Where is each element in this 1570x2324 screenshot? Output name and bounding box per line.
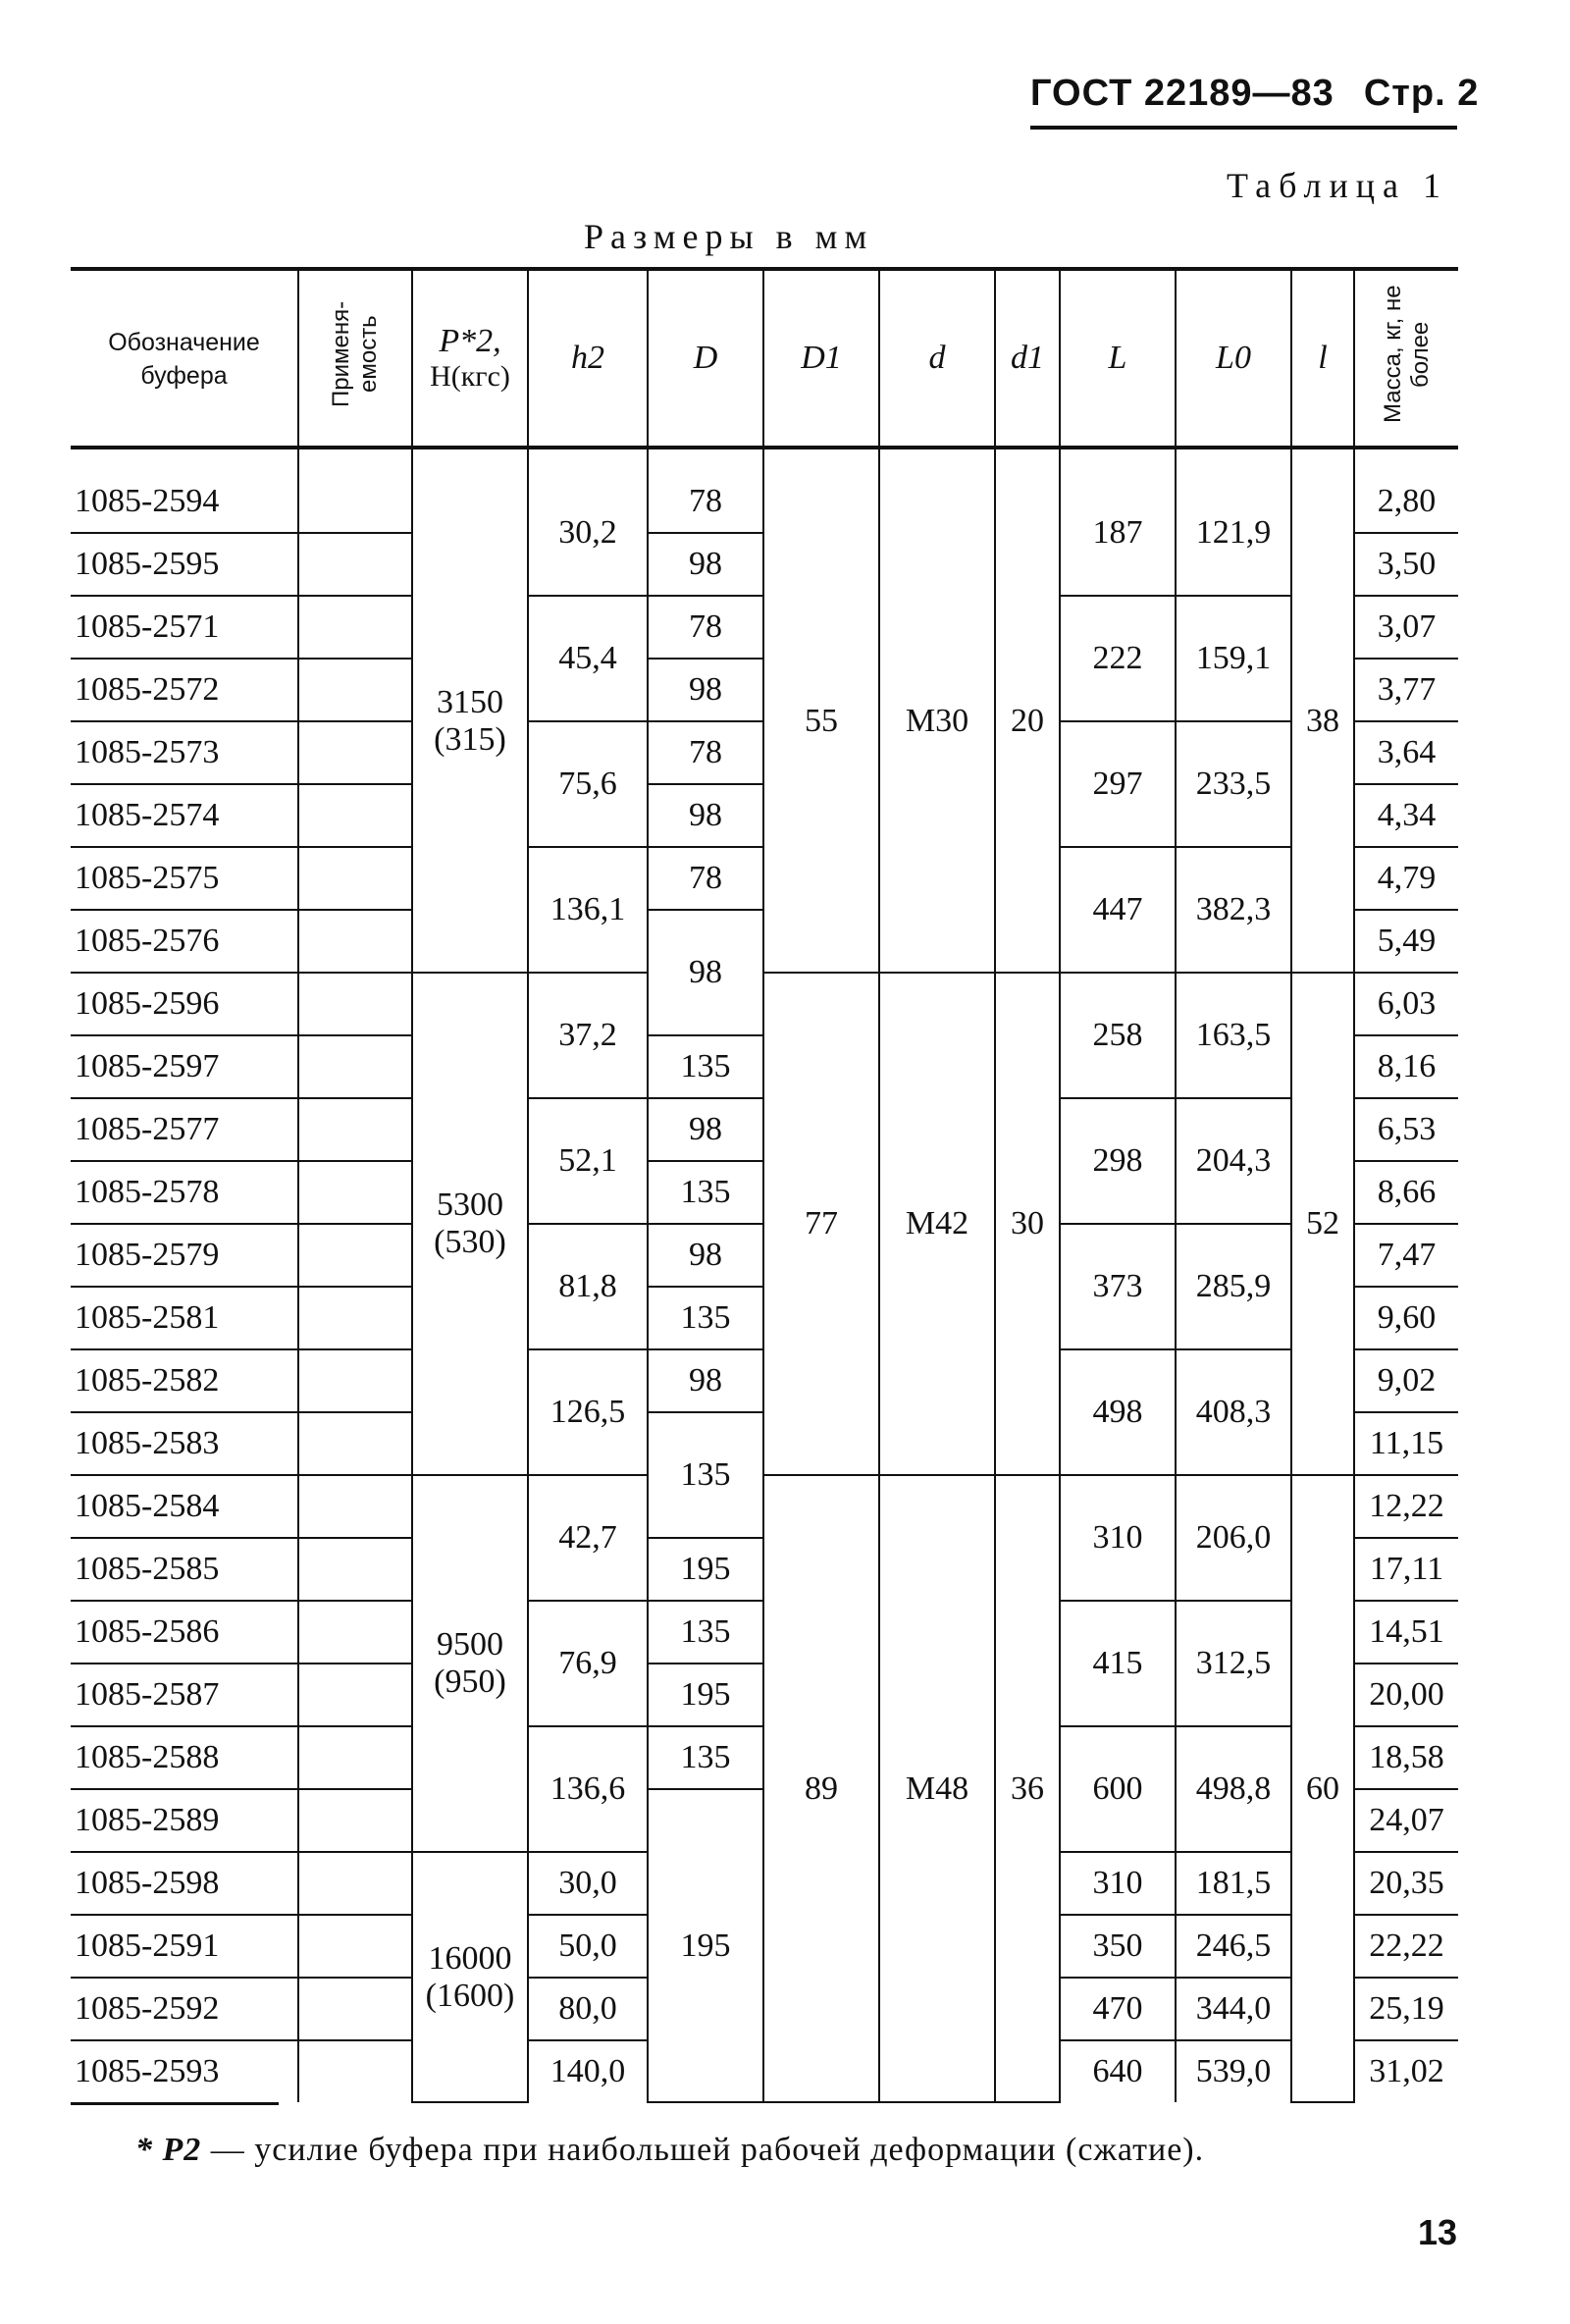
l-cell: 60 xyxy=(1291,1475,1354,2102)
designation-cell: 1085-2593 xyxy=(75,2053,220,2089)
D-cell: 98 xyxy=(648,1098,763,1161)
mass-cell: 20,00 xyxy=(1354,1664,1458,1726)
applicability-cell xyxy=(298,1601,412,1664)
L0-cell: 204,3 xyxy=(1176,1098,1291,1224)
designation-cell: 1085-2579 xyxy=(71,1224,298,1287)
D-cell: 98 xyxy=(648,1349,763,1412)
mass-cell: 18,58 xyxy=(1354,1726,1458,1789)
footnote-rule xyxy=(71,2102,279,2105)
p2-cell: 16000 (1600) xyxy=(412,1852,528,2102)
h2-cell: 81,8 xyxy=(528,1224,648,1349)
mass-cell: 6,03 xyxy=(1354,973,1458,1035)
mass-cell: 3,77 xyxy=(1354,659,1458,721)
mass-cell: 24,07 xyxy=(1354,1789,1458,1852)
L-cell: 350 xyxy=(1060,1915,1176,1978)
col-designation: Обозначение буфера xyxy=(71,269,298,448)
col-L: L xyxy=(1060,269,1176,448)
h2-cell: 30,0 xyxy=(528,1852,648,1915)
L0-cell: 312,5 xyxy=(1176,1601,1291,1726)
L0-cell: 233,5 xyxy=(1176,721,1291,847)
L-cell: 298 xyxy=(1060,1098,1176,1224)
L-cell: 498 xyxy=(1060,1349,1176,1475)
designation-cell: 1085-2573 xyxy=(71,721,298,784)
applicability-cell xyxy=(298,1349,412,1412)
applicability-cell xyxy=(298,596,412,659)
D-cell: 98 xyxy=(648,659,763,721)
applicability-cell xyxy=(298,659,412,721)
applicability-cell xyxy=(298,448,412,533)
col-d1: d1 xyxy=(995,269,1060,448)
h2-cell: 42,7 xyxy=(528,1475,648,1601)
table-header-row xyxy=(71,269,1458,448)
L-cell: 600 xyxy=(1060,1726,1176,1852)
mass-cell: 12,22 xyxy=(1354,1475,1458,1538)
col-applicability: Применя-емость xyxy=(298,269,412,448)
L-cell: 297 xyxy=(1060,721,1176,847)
l-cell: 38 xyxy=(1291,448,1354,973)
h2-cell: 136,6 xyxy=(528,1726,648,1852)
mass-cell: 22,22 xyxy=(1354,1915,1458,1978)
designation-cell: 1085-2591 xyxy=(71,1915,298,1978)
col-mass: Масса, кг, не более xyxy=(1354,269,1458,448)
designation-cell: 1085-2585 xyxy=(71,1538,298,1601)
p2-cell: 3150 (315) xyxy=(412,448,528,973)
designation-cell: 1085-2595 xyxy=(71,533,298,596)
designation-cell: 1085-2584 xyxy=(71,1475,298,1538)
D-cell: 98 xyxy=(648,910,763,1035)
applicability-cell xyxy=(298,1224,412,1287)
applicability-cell xyxy=(298,1035,412,1098)
applicability-cell xyxy=(298,1538,412,1601)
applicability-cell xyxy=(298,1664,412,1726)
L0-cell: 163,5 xyxy=(1176,973,1291,1098)
L0-cell: 121,9 xyxy=(1176,448,1291,596)
applicability-cell xyxy=(298,1098,412,1161)
mass-cell: 6,53 xyxy=(1354,1098,1458,1161)
h2-cell: 75,6 xyxy=(528,721,648,847)
L-cell: 447 xyxy=(1060,847,1176,973)
D-cell: 135 xyxy=(648,1035,763,1098)
applicability-cell xyxy=(298,910,412,973)
mass-cell: 4,34 xyxy=(1354,784,1458,847)
designation-cell: 1085-2597 xyxy=(71,1035,298,1098)
applicability-cell xyxy=(298,1287,412,1349)
L-cell: 415 xyxy=(1060,1601,1176,1726)
applicability-cell xyxy=(298,847,412,910)
D-cell: 135 xyxy=(648,1161,763,1224)
mass-cell: 11,15 xyxy=(1354,1412,1458,1475)
L0-cell: 498,8 xyxy=(1176,1726,1291,1852)
L-cell: 222 xyxy=(1060,596,1176,721)
page-label: Стр. 2 xyxy=(1363,73,1480,114)
D-cell: 135 xyxy=(648,1412,763,1538)
h2-cell: 50,0 xyxy=(528,1915,648,1978)
designation-cell: 1085-2575 xyxy=(71,847,298,910)
designation-cell: 1085-2588 xyxy=(71,1726,298,1789)
mass-cell: 25,19 xyxy=(1354,1978,1458,2040)
h2-cell: 76,9 xyxy=(528,1601,648,1726)
applicability-cell xyxy=(298,721,412,784)
applicability-cell xyxy=(298,1412,412,1475)
D-cell: 135 xyxy=(648,1601,763,1664)
designation-cell: 1085-2587 xyxy=(71,1664,298,1726)
L-cell: 258 xyxy=(1060,973,1176,1098)
mass-cell: 5,49 xyxy=(1354,910,1458,973)
D-cell: 98 xyxy=(648,1224,763,1287)
applicability-cell xyxy=(298,973,412,1035)
L0-cell: 206,0 xyxy=(1176,1475,1291,1601)
d-cell: M48 xyxy=(879,1475,995,2102)
designation-cell: 1085-2583 xyxy=(71,1412,298,1475)
page-number: 13 xyxy=(1418,2212,1458,2252)
mass-cell: 3,64 xyxy=(1354,721,1458,784)
D1-cell: 77 xyxy=(763,973,879,1475)
designation-cell: 1085-2574 xyxy=(71,784,298,847)
dimensions-note: Размеры в мм xyxy=(584,217,874,256)
footnote-mark: * P2 xyxy=(135,2132,202,2168)
h2-cell: 37,2 xyxy=(528,973,648,1098)
mass-cell: 2,80 xyxy=(1354,448,1458,533)
designation-cell: 1085-2586 xyxy=(71,1601,298,1664)
footnote-text: — усилие буфера при наибольшей рабочей деформации (сжатие). xyxy=(210,2132,1205,2168)
D-cell: 135 xyxy=(648,1287,763,1349)
mass-cell: 9,60 xyxy=(1354,1287,1458,1349)
h2-cell: 45,4 xyxy=(528,596,648,721)
D-cell: 195 xyxy=(648,1789,763,2102)
L-cell: 310 xyxy=(1060,1852,1176,1915)
L0-cell: 159,1 xyxy=(1176,596,1291,721)
mass-cell: 3,50 xyxy=(1354,533,1458,596)
applicability-cell xyxy=(298,1978,412,2040)
L-cell: 373 xyxy=(1060,1224,1176,1349)
d-cell: M30 xyxy=(879,448,995,973)
applicability-cell xyxy=(298,533,412,596)
mass-cell: 17,11 xyxy=(1354,1538,1458,1601)
mass-cell: 8,66 xyxy=(1354,1161,1458,1224)
table-number: Таблица 1 xyxy=(1227,166,1448,205)
L0-cell: 408,3 xyxy=(1176,1349,1291,1475)
L-cell: 640 xyxy=(1060,2040,1176,2102)
D-cell: 135 xyxy=(648,1726,763,1789)
designation-cell: 1085-2594 xyxy=(71,448,298,533)
designation-cell: 1085-2589 xyxy=(71,1789,298,1852)
col-h2: h2 xyxy=(528,269,648,448)
L0-cell: 539,0 xyxy=(1176,2040,1291,2102)
d1-cell: 36 xyxy=(995,1475,1060,2102)
L0-cell: 246,5 xyxy=(1176,1915,1291,1978)
l-cell: 52 xyxy=(1291,973,1354,1475)
D1-cell: 89 xyxy=(763,1475,879,2102)
table-row xyxy=(71,1475,1458,1538)
applicability-cell xyxy=(298,2040,412,2102)
mass-cell: 7,47 xyxy=(1354,1224,1458,1287)
table-row xyxy=(71,973,1458,1035)
col-p2: P*2, Н(кгс) xyxy=(412,269,528,448)
D-cell: 78 xyxy=(648,596,763,659)
designation-cell: 1085-2571 xyxy=(71,596,298,659)
d1-cell: 30 xyxy=(995,973,1060,1475)
applicability-cell xyxy=(298,1789,412,1852)
mass-cell: 20,35 xyxy=(1354,1852,1458,1915)
h2-cell: 136,1 xyxy=(528,847,648,973)
L0-cell: 285,9 xyxy=(1176,1224,1291,1349)
h2-cell: 126,5 xyxy=(528,1349,648,1475)
L0-cell: 181,5 xyxy=(1176,1852,1291,1915)
footnote xyxy=(135,2132,1204,2169)
mass-cell: 9,02 xyxy=(1354,1349,1458,1412)
D-cell: 78 xyxy=(648,847,763,910)
d1-cell: 20 xyxy=(995,448,1060,973)
applicability-cell xyxy=(298,1161,412,1224)
d-cell: M42 xyxy=(879,973,995,1475)
standard-number: ГОСТ 22189—83 xyxy=(1030,73,1334,114)
col-D: D xyxy=(648,269,763,448)
D-cell: 195 xyxy=(648,1664,763,1726)
designation-cell: 1085-2582 xyxy=(71,1349,298,1412)
h2-cell: 30,2 xyxy=(528,448,648,596)
h2-cell: 80,0 xyxy=(528,1978,648,2040)
mass-cell: 14,51 xyxy=(1354,1601,1458,1664)
h2-cell: 52,1 xyxy=(528,1098,648,1224)
L-cell: 187 xyxy=(1060,448,1176,596)
col-L0: L0 xyxy=(1176,269,1291,448)
designation-cell: 1085-2576 xyxy=(71,910,298,973)
designation-cell: 1085-2577 xyxy=(71,1098,298,1161)
D-cell: 195 xyxy=(648,1538,763,1601)
h2-cell: 140,0 xyxy=(528,2040,648,2102)
designation-cell: 1085-2572 xyxy=(71,659,298,721)
designation-cell: 1085-2578 xyxy=(71,1161,298,1224)
L0-cell: 344,0 xyxy=(1176,1978,1291,2040)
col-D1: D1 xyxy=(763,269,879,448)
applicability-cell xyxy=(298,1475,412,1538)
buffer-table xyxy=(71,267,1458,2103)
p2-cell: 9500 (950) xyxy=(412,1475,528,1852)
designation-cell: 1085-2596 xyxy=(71,973,298,1035)
applicability-cell xyxy=(298,1852,412,1915)
mass-cell: 4,79 xyxy=(1354,847,1458,910)
designation-cell: 1085-2581 xyxy=(71,1287,298,1349)
D-cell: 98 xyxy=(648,533,763,596)
designation-cell: 1085-2592 xyxy=(71,1978,298,2040)
D-cell: 78 xyxy=(648,448,763,533)
applicability-cell xyxy=(298,1915,412,1978)
D-cell: 98 xyxy=(648,784,763,847)
page-header xyxy=(1030,73,1479,115)
L-cell: 470 xyxy=(1060,1978,1176,2040)
col-d: d xyxy=(879,269,995,448)
L0-cell: 382,3 xyxy=(1176,847,1291,973)
applicability-cell xyxy=(298,1726,412,1789)
mass-cell: 3,07 xyxy=(1354,596,1458,659)
header-rule xyxy=(1030,126,1457,130)
mass-cell: 31,02 xyxy=(1354,2040,1458,2102)
D-cell: 78 xyxy=(648,721,763,784)
D1-cell: 55 xyxy=(763,448,879,973)
L-cell: 310 xyxy=(1060,1475,1176,1601)
mass-cell: 8,16 xyxy=(1354,1035,1458,1098)
col-l: l xyxy=(1291,269,1354,448)
applicability-cell xyxy=(298,784,412,847)
p2-cell: 5300 (530) xyxy=(412,973,528,1475)
table-row xyxy=(71,448,1458,533)
designation-cell: 1085-2598 xyxy=(71,1852,298,1915)
